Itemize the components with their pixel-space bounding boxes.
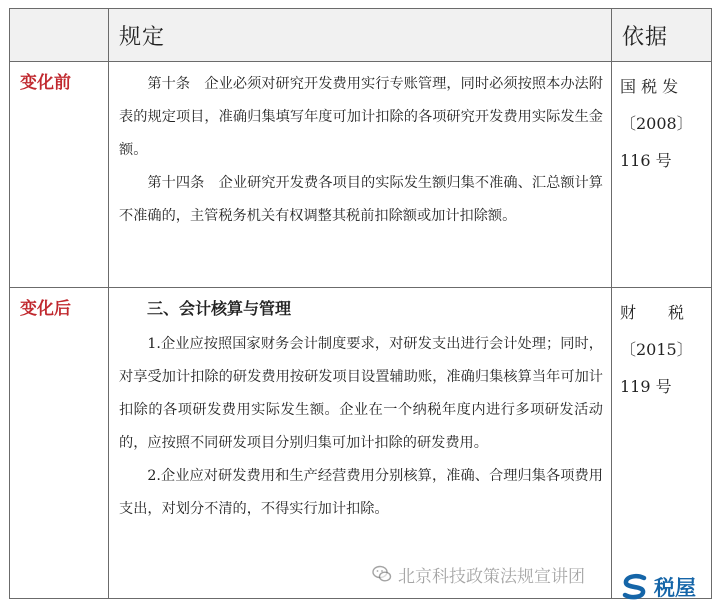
rule-paragraph: 2.企业应对研发费用和生产经营费用分别核算，准确、合理归集各项费用支出，对划分不清的，不得实行加计扣除。: [119, 468, 603, 517]
section-heading: 三、会计核算与管理: [147, 299, 292, 318]
row-label-cell: [10, 62, 109, 288]
logo: [620, 572, 696, 602]
rule-content-cell: [109, 62, 612, 288]
basis-cell: [612, 62, 712, 288]
basis-line: 119 号: [620, 377, 672, 396]
header-rule-label: 规定: [119, 24, 166, 50]
rule-content-cell: [109, 288, 612, 599]
header-empty-cell: [10, 9, 109, 62]
table-header-row: [10, 9, 712, 62]
rule-paragraph: 第十条 企业必须对研究开发费用实行专账管理，同时必须按照本办法附表的规定项目，准确归集填写年度可加计扣除的各项研究开发费用实际发生金额。: [119, 76, 603, 158]
logo-text: 税屋: [654, 576, 696, 600]
header-basis-cell: [612, 9, 712, 62]
watermark: [372, 559, 585, 589]
row-label-before: 变化前: [20, 73, 71, 93]
wechat-icon: [372, 564, 392, 584]
table-row-before: [10, 62, 712, 288]
rule-paragraph: 1.企业应按照国家财务会计制度要求，对研发支出进行会计处理；同时，对享受加计扣除的研发费用按研发项目设置辅助账，准确归集核算当年可加计扣除的各项研发费用实际发生额。企业在一个纳税年度内进行多项研发活动的，应按照不同研发项目分别归集可加计扣除的研发费用。: [119, 336, 603, 451]
basis-line: 〔2008〕: [620, 114, 693, 133]
logo-icon: [620, 572, 650, 602]
row-label-after: 变化后: [20, 299, 71, 319]
header-basis-label: 依据: [622, 24, 669, 50]
basis-cell: [612, 288, 712, 599]
basis-line: 财 税: [620, 303, 685, 322]
basis-line: 〔2015〕: [620, 340, 693, 359]
basis-line: 国 税 发: [620, 77, 679, 96]
table-row-after: [10, 288, 712, 599]
row-label-cell: [10, 288, 109, 599]
header-rule-cell: [109, 9, 612, 62]
basis-line: 116 号: [620, 151, 672, 170]
rule-paragraph: 第十四条 企业研究开发费各项目的实际发生额归集不准确、汇总额计算不准确的，主管税务机关有权调整其税前扣除额或加计扣除额。: [119, 175, 603, 224]
regulation-table: [9, 8, 712, 599]
watermark-text: 北京科技政策法规宣讲团: [398, 566, 585, 587]
